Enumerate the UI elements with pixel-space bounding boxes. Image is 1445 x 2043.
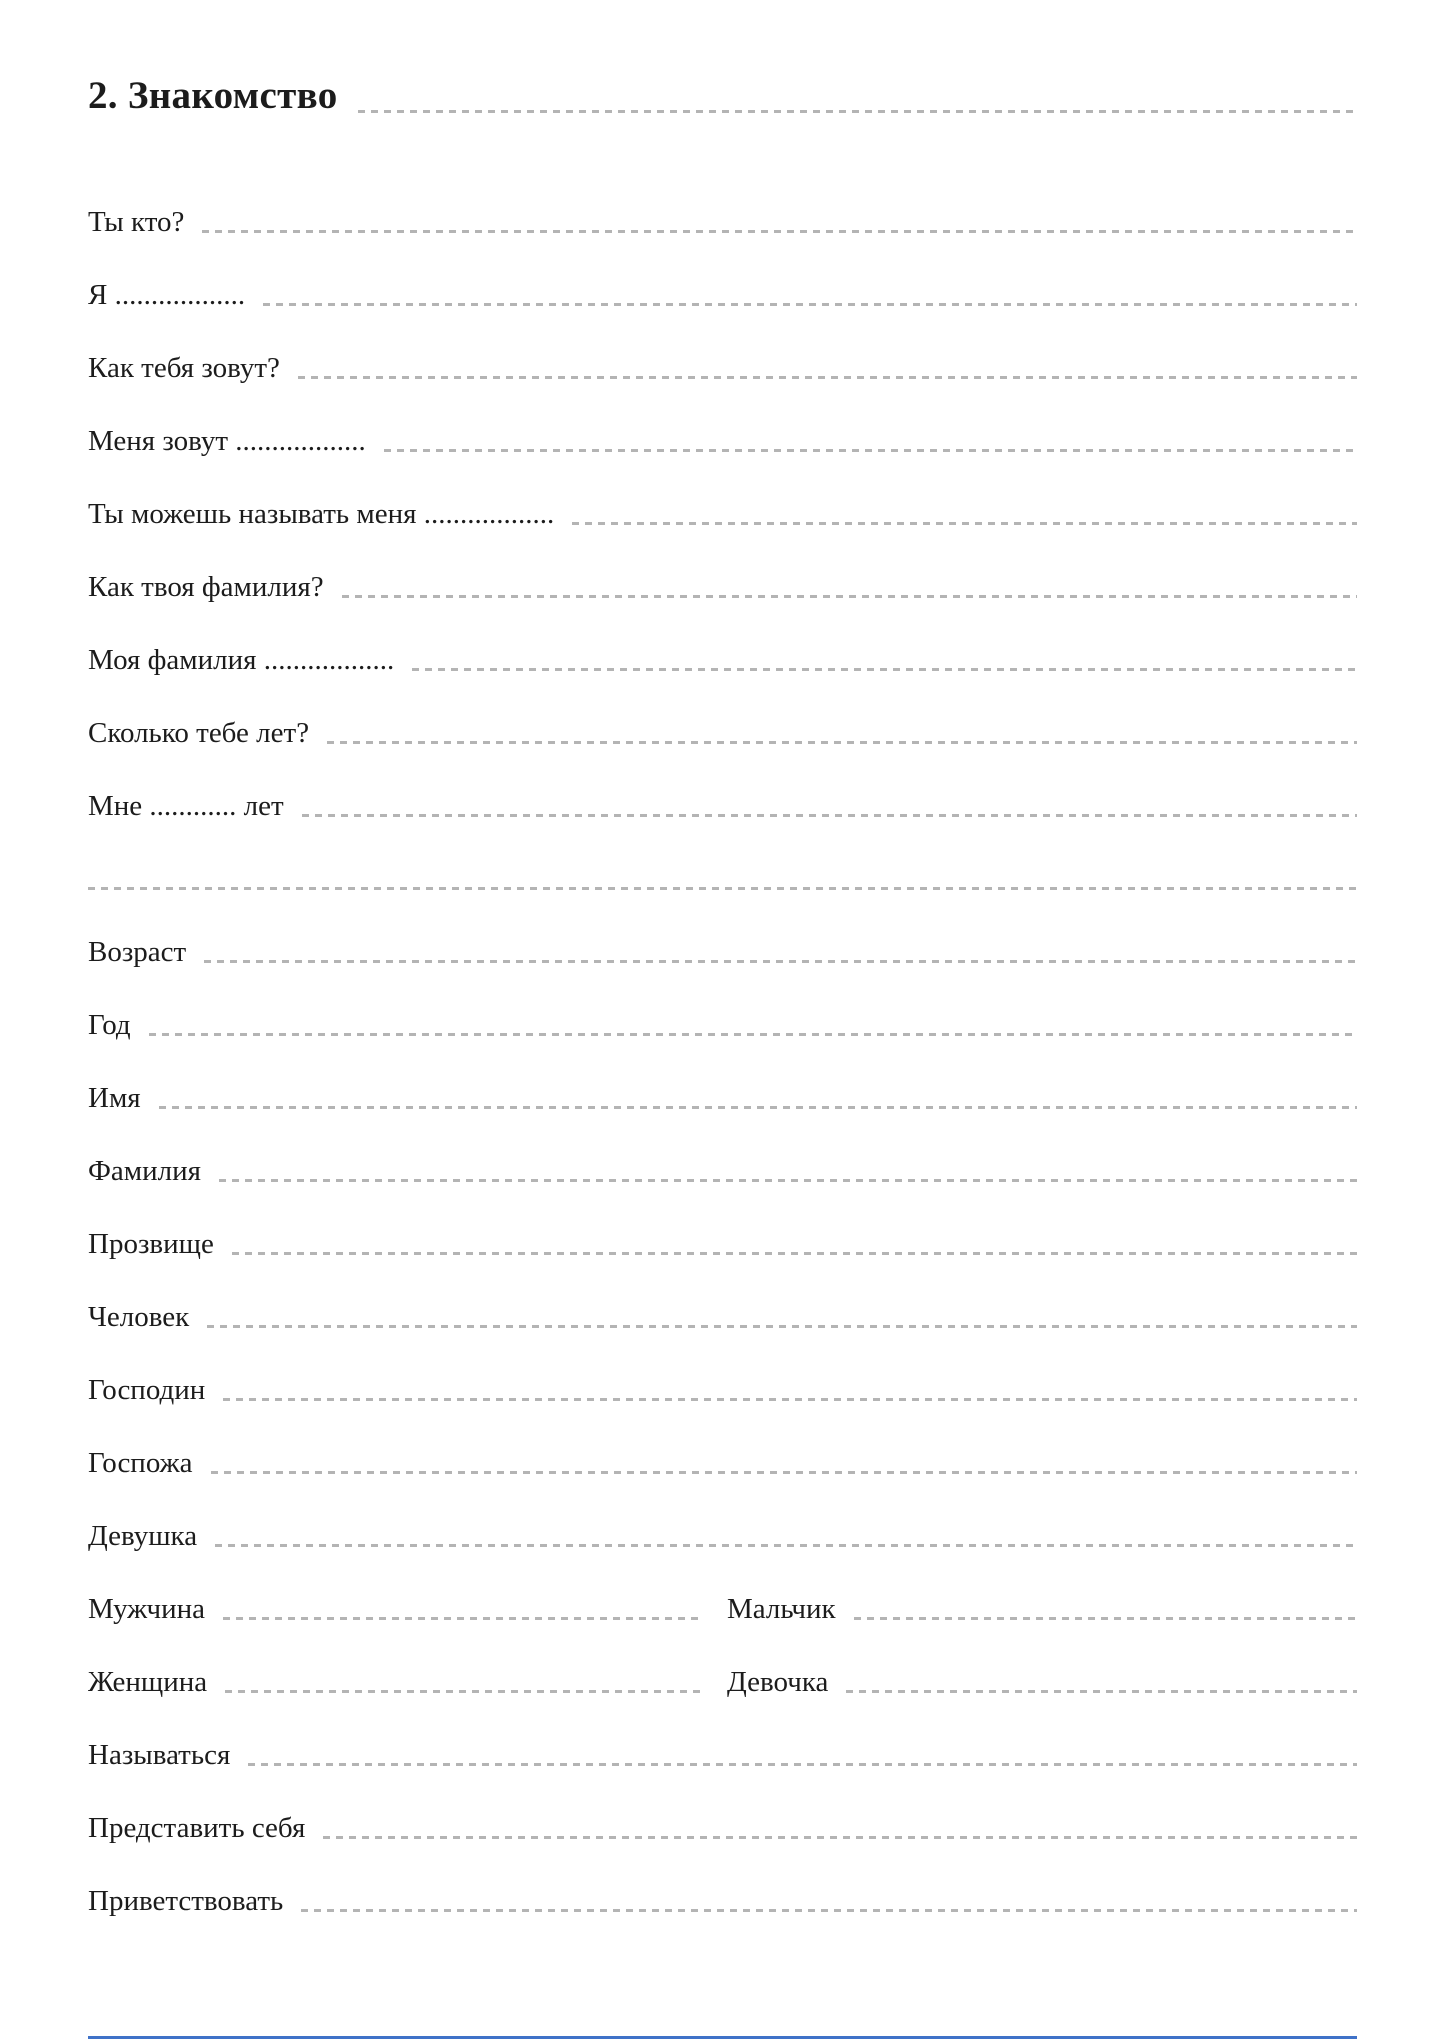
entry-row (88, 427, 1357, 456)
term-label: Женщина (88, 1666, 208, 1698)
dotted-writing-line (342, 595, 1357, 598)
entry-row (88, 281, 1357, 310)
dotted-writing-line (263, 303, 1357, 306)
term-label: Девочка (727, 1666, 829, 1698)
entry-row (88, 792, 1357, 821)
entry-row (88, 1887, 1357, 1916)
term-label: Мальчик (727, 1593, 836, 1625)
dotted-writing-line (223, 1617, 704, 1620)
section-title-row (88, 76, 1357, 115)
entry-row (88, 1084, 1357, 1113)
pair-cell-left (88, 1668, 704, 1697)
two-column-row (88, 1668, 1357, 1697)
dotted-writing-line (215, 1544, 1357, 1547)
entry-row (88, 1449, 1357, 1478)
entry-row (88, 1157, 1357, 1186)
dotted-writing-line (149, 1033, 1357, 1036)
entry-row (88, 1376, 1357, 1405)
dotted-writing-line (204, 960, 1357, 963)
dotted-writing-line (358, 110, 1358, 113)
entry-row (88, 500, 1357, 529)
entry-row (88, 354, 1357, 383)
entry-row (88, 1230, 1357, 1259)
page-bottom-accent-line (88, 2036, 1357, 2039)
entry-row (88, 208, 1357, 237)
entry-row (88, 646, 1357, 675)
dotted-writing-line (412, 668, 1357, 671)
dotted-writing-line (327, 741, 1357, 744)
term-label: Представить себя (88, 1812, 306, 1844)
dotted-writing-line (223, 1398, 1357, 1401)
term-label: Девушка (88, 1520, 198, 1552)
pair-cell-left (88, 1595, 704, 1624)
blank-writing-row (88, 865, 1357, 894)
term-label: Господин (88, 1374, 206, 1406)
entry-row (88, 573, 1357, 602)
rows (88, 208, 1357, 1916)
term-label: Приветствовать (88, 1885, 284, 1917)
section-title: 2. Знакомство (88, 74, 338, 117)
term-label: Госпожа (88, 1447, 193, 1479)
dotted-writing-line (298, 376, 1357, 379)
dotted-writing-line (225, 1690, 704, 1693)
term-label: Фамилия (88, 1155, 201, 1187)
entry-row (88, 1522, 1357, 1551)
term-label: Меня зовут .................. (88, 425, 366, 457)
dotted-writing-line (572, 522, 1357, 525)
term-label: Как твоя фамилия? (88, 571, 324, 603)
entry-row (88, 719, 1357, 748)
term-label: Возраст (88, 936, 187, 968)
pair-cell-right (727, 1668, 1357, 1697)
entry-row (88, 938, 1357, 967)
term-label: Мне ............ лет (88, 790, 284, 822)
dotted-writing-line (88, 887, 1357, 890)
term-label: Год (88, 1009, 131, 1041)
term-label: Имя (88, 1082, 141, 1114)
dotted-writing-line (846, 1690, 1357, 1693)
dotted-writing-line (159, 1106, 1357, 1109)
dotted-writing-line (301, 1909, 1357, 1912)
dotted-writing-line (384, 449, 1357, 452)
dotted-writing-line (854, 1617, 1357, 1620)
dotted-writing-line (219, 1179, 1357, 1182)
term-label: Как тебя зовут? (88, 352, 280, 384)
dotted-writing-line (323, 1836, 1357, 1839)
dotted-writing-line (248, 1763, 1357, 1766)
term-label: Я .................. (88, 279, 246, 311)
dotted-writing-line (211, 1471, 1357, 1474)
page-content (88, 76, 1357, 1960)
term-label: Называться (88, 1739, 231, 1771)
term-label: Человек (88, 1301, 190, 1333)
term-label: Мужчина (88, 1593, 205, 1625)
pair-cell-right (727, 1595, 1357, 1624)
dotted-writing-line (202, 230, 1357, 233)
dotted-writing-line (207, 1325, 1357, 1328)
term-label: Сколько тебе лет? (88, 717, 310, 749)
entry-row (88, 1303, 1357, 1332)
term-label: Ты кто? (88, 206, 185, 238)
term-label: Прозвище (88, 1228, 214, 1260)
dotted-writing-line (302, 814, 1357, 817)
dotted-writing-line (232, 1252, 1357, 1255)
term-label: Ты можешь называть меня .................. (88, 498, 555, 530)
entry-row (88, 1011, 1357, 1040)
two-column-row (88, 1595, 1357, 1624)
entry-row (88, 1814, 1357, 1843)
term-label: Моя фамилия .................. (88, 644, 395, 676)
entry-row (88, 1741, 1357, 1770)
